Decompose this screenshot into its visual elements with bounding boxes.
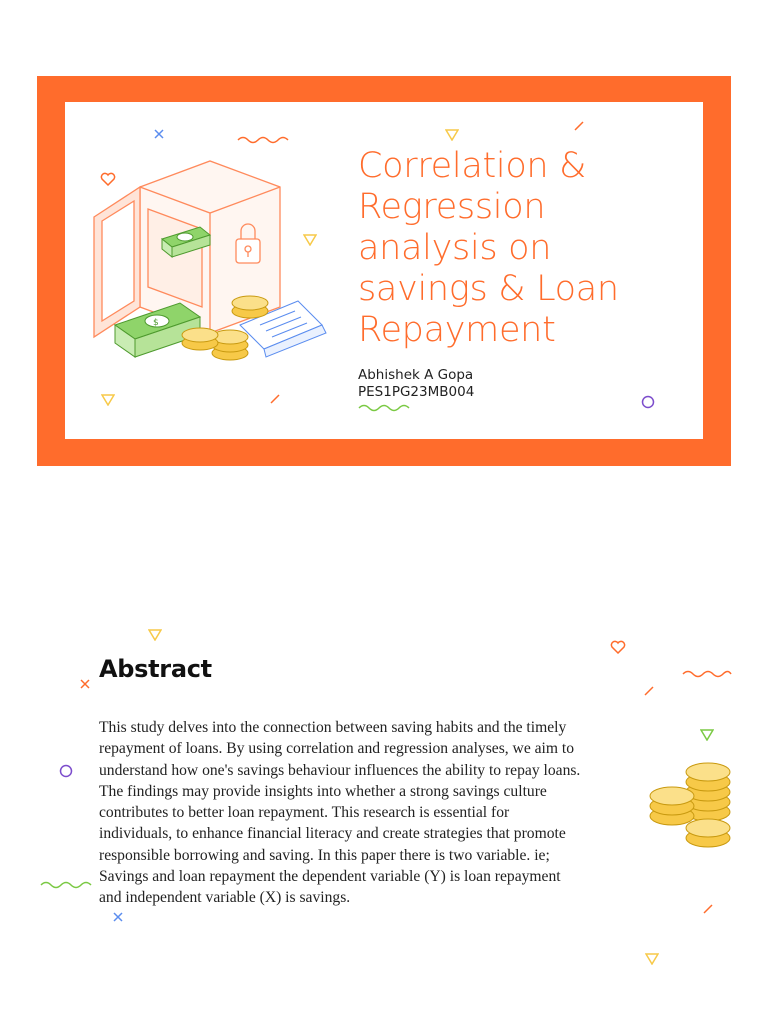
abstract-line: understand how one's savings behaviour influences the ability to repay loans. (99, 761, 581, 779)
cover-slide (65, 102, 703, 439)
abstract-line: repayment of loans. By using correlation and regression analyses, we aim to (99, 740, 575, 758)
squiggle-icon (358, 403, 410, 413)
triangle-icon (148, 629, 162, 641)
coin-stack-icon (648, 758, 732, 854)
abstract-line: and independent variable (X) is savings. (99, 889, 351, 907)
abstract-line: contributes to better loan repayment. This research is essential for (99, 804, 510, 822)
svg-text:$: $ (153, 318, 159, 328)
title-line: Correlation & (358, 146, 587, 186)
abstract-line: This study delves into the connection between saving habits and the timely (99, 719, 567, 736)
author-name: Abhishek A Gopa (358, 367, 474, 383)
cover-slide-frame (37, 76, 731, 466)
title-line: analysis on (358, 228, 552, 268)
abstract-line: responsible borrowing and saving. In this paper there is two variable. ie; (99, 846, 550, 864)
triangle-icon (101, 394, 115, 406)
squiggle-icon (682, 669, 732, 679)
dash-icon (703, 904, 713, 914)
triangle-icon (445, 129, 459, 141)
safe-illustration (90, 157, 340, 387)
abstract-line: The findings may provide insights into whether a strong savings culture (99, 782, 547, 800)
cross-icon (154, 129, 164, 139)
heart-icon (100, 172, 116, 186)
cross-icon (113, 912, 123, 922)
dash-icon (270, 394, 280, 404)
title-line: Regression (358, 187, 546, 227)
abstract-line: Savings and loan repayment the dependent variable (Y) is loan repayment (99, 868, 561, 886)
abstract-body (99, 717, 644, 909)
title-line: Repayment (358, 310, 556, 350)
dash-icon (574, 121, 584, 131)
abstract-heading: Abstract (99, 655, 212, 683)
squiggle-icon (237, 135, 289, 145)
triangle-icon (303, 234, 317, 246)
student-id: PES1PG23MB004 (358, 384, 475, 400)
abstract-line: individuals, to enhance financial literacy and create strategies that promote (99, 825, 566, 843)
triangle-icon (645, 953, 659, 965)
presentation-title (358, 146, 688, 351)
cross-icon (80, 679, 90, 689)
triangle-icon (700, 729, 714, 741)
squiggle-icon (40, 880, 92, 890)
dash-icon (644, 686, 654, 696)
author-block (358, 367, 474, 413)
title-line: savings & Loan (358, 269, 619, 309)
circle-icon (59, 764, 73, 778)
circle-icon (641, 395, 655, 409)
heart-icon (610, 640, 626, 654)
